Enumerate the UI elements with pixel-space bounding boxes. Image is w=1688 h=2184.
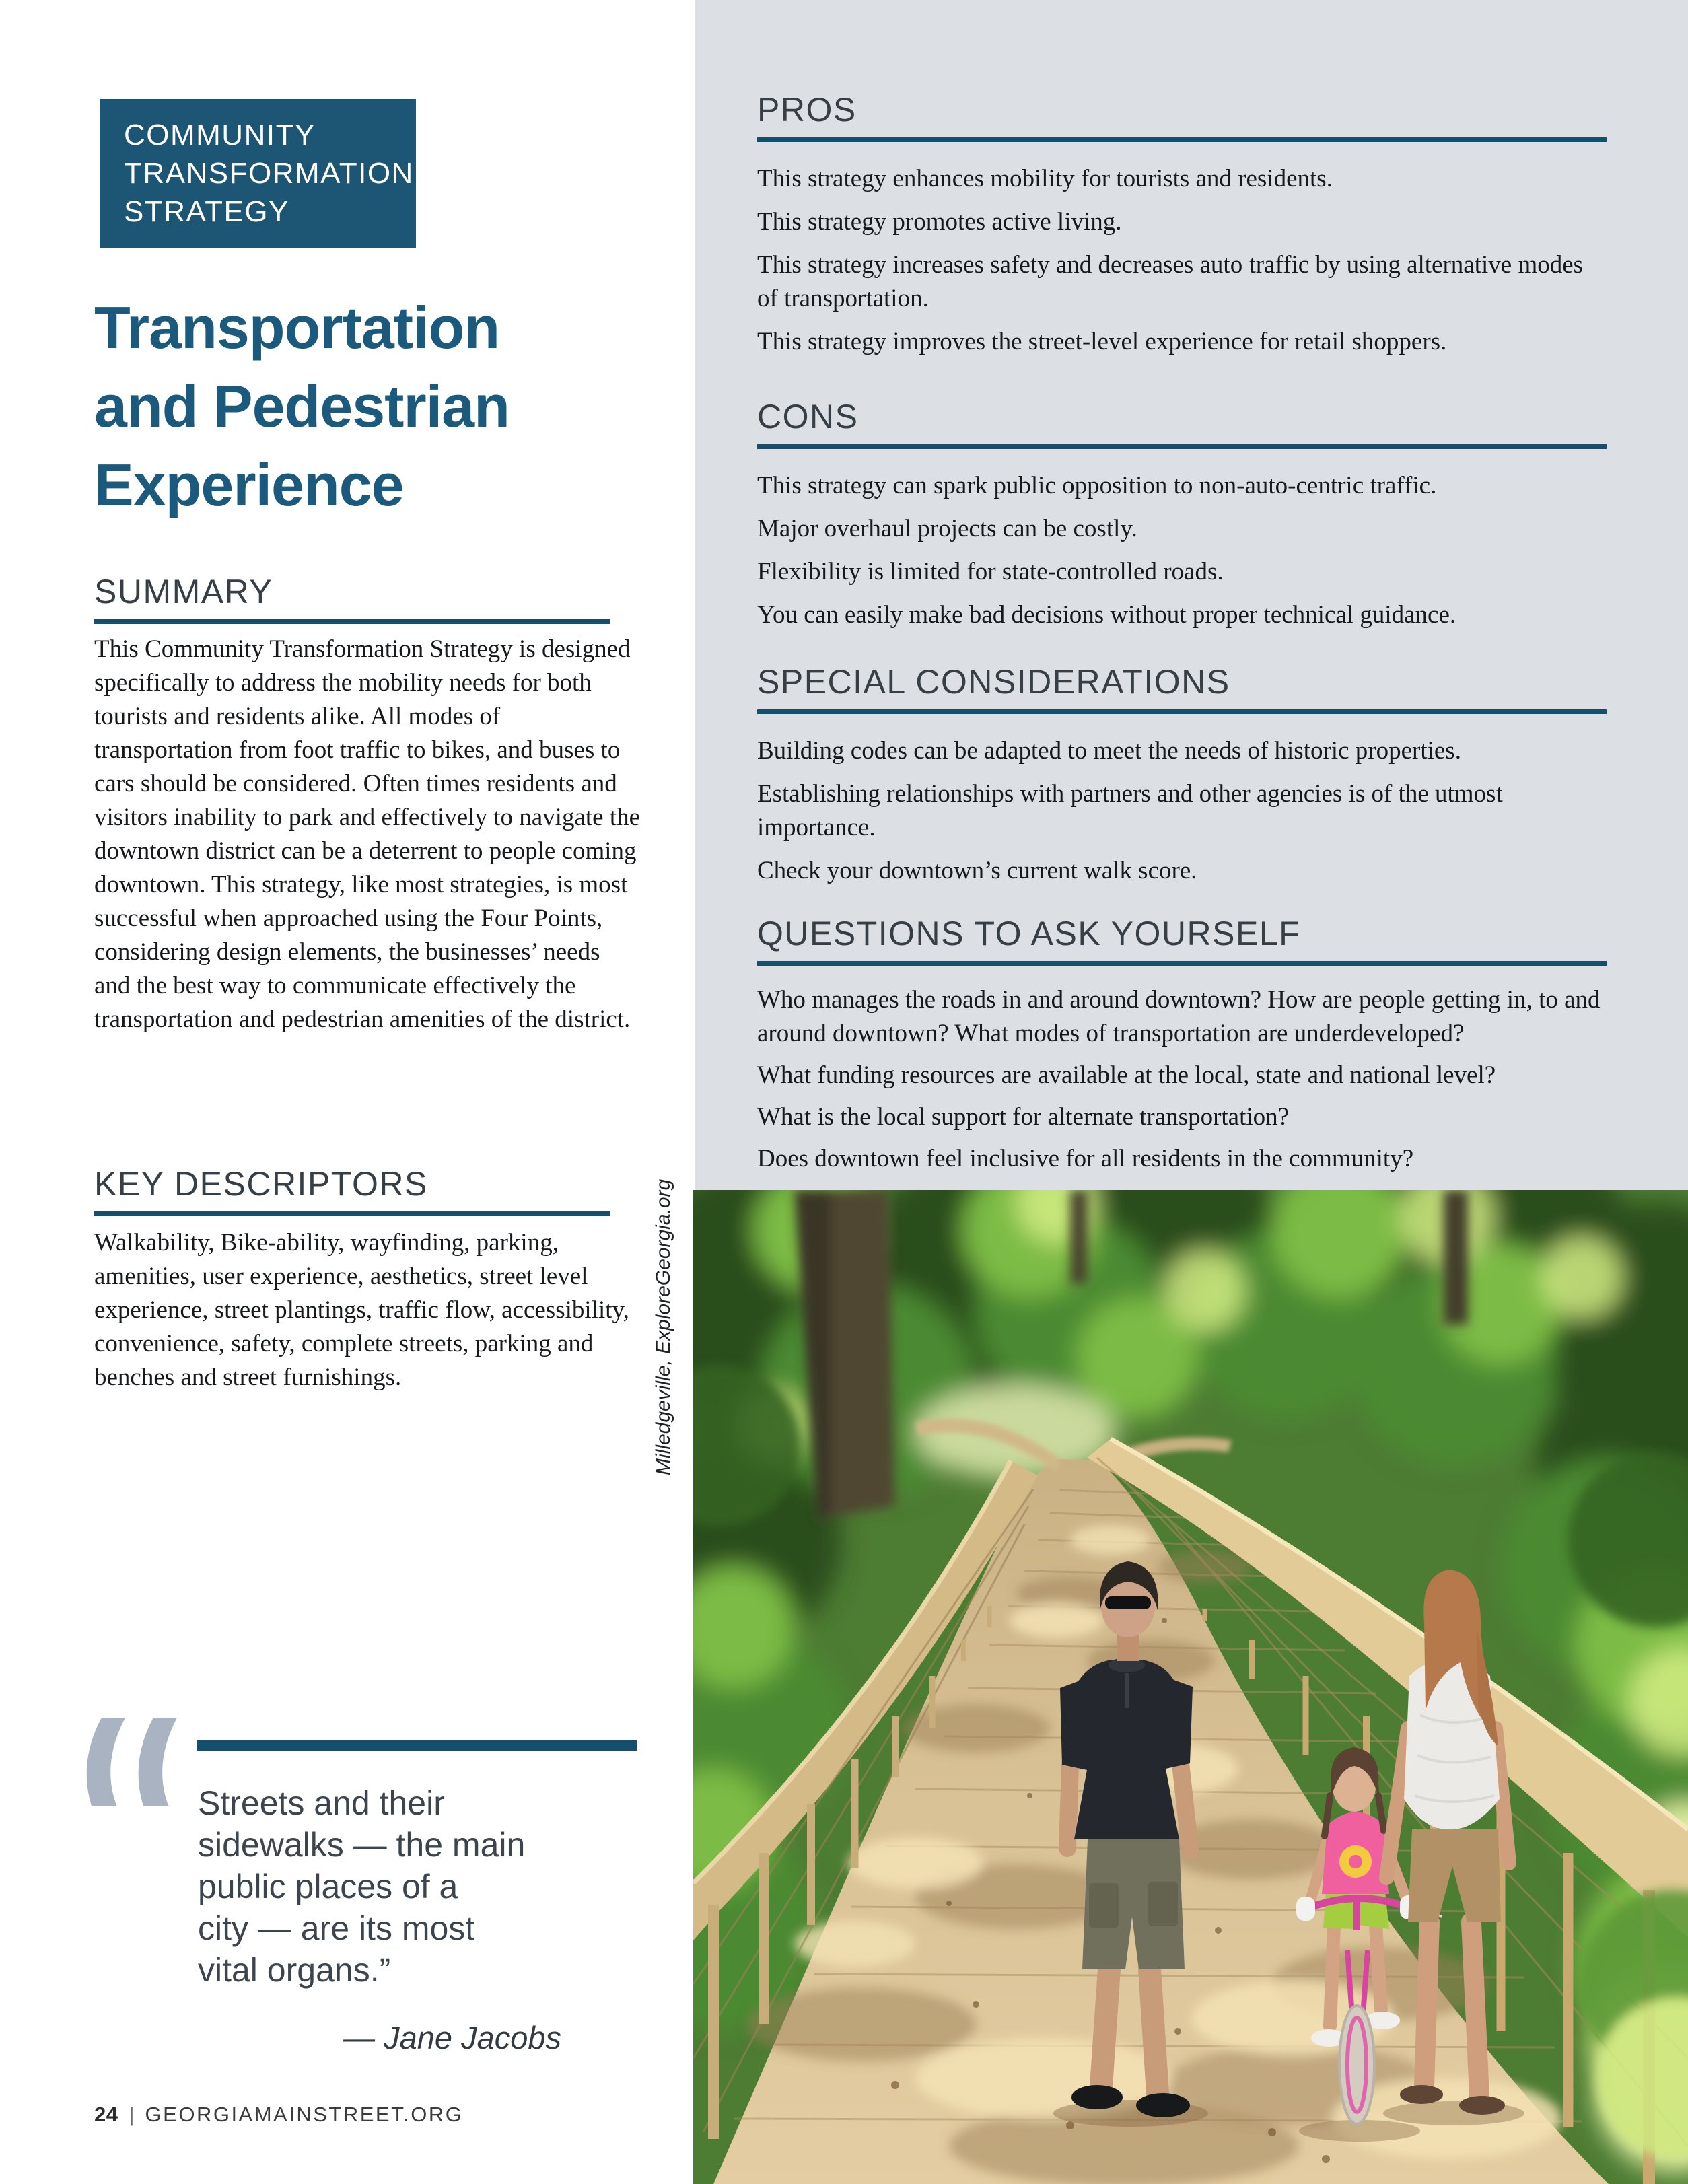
page-title [94,288,673,524]
questions-item: Does downtown feel inclusive for all residents in the community? [757,1145,1414,1172]
cons-section [757,398,1607,641]
quote-icon [85,1718,192,1806]
page-title-line: Transportation [94,294,500,361]
quote-line: Streets and their [198,1784,445,1822]
cons-item: This strategy can spark public opposition to non-auto-centric traffic. [757,472,1437,499]
special-considerations-item: Building codes can be adapted to meet the needs of historic properties. [757,737,1461,765]
pros-items [757,162,1607,359]
page-title-line: Experience [94,452,404,518]
summary-rule [94,619,610,624]
special-considerations-item: Establishing relationships with partners and other agencies is of the utmost importance. [757,780,1503,841]
pros-item: This strategy promotes active living. [757,208,1122,236]
key-descriptors-heading: KEY DESCRIPTORS [94,1165,428,1203]
questions-item: What funding resources are available at the local, state and national level? [757,1061,1496,1089]
quote-line: city — are its most [198,1909,475,1947]
special-considerations-heading: SPECIAL CONSIDERATIONS [757,663,1230,701]
special-considerations-rule [757,709,1607,714]
questions-items [757,983,1607,1176]
summary-heading: SUMMARY [94,573,273,610]
pros-section [757,92,1607,368]
tag-box-line: TRANSFORMATION [124,157,414,190]
cons-heading: CONS [757,398,859,435]
boardwalk-photo [693,1190,1688,2184]
questions-item: What is the local support for alternate transportation? [757,1103,1290,1131]
cons-item: You can easily make bad decisions without proper technical guidance. [757,601,1456,629]
page-footer [94,2103,463,2127]
questions-rule [757,961,1607,966]
page-title-line: and Pedestrian [94,373,509,439]
summary-body: This Community Transformation Strategy is designed specifically to address the mobility needs for both tourists and residents alike. All modes of transportation from foot traffic to bikes, and buses to cars should be considered. Often times residents and visitors inability to park and effectively to navigate the downtown district can be a deterrent to people coming downtown. This strategy, like most strategies, is most successful when approached using the Four Points, considering design elements, the businesses’ needs and the best way to communicate effectively the transportation and pedestrian amenities of the district. [94,635,641,1033]
tag-box-line: COMMUNITY [124,118,316,151]
pros-item: This strategy improves the street-level experience for retail shoppers. [757,328,1447,355]
pros-item: This strategy enhances mobility for tourists and residents. [757,165,1333,192]
special-considerations-item: Check your downtown’s current walk score. [757,857,1197,884]
cons-item: Flexibility is limited for state-controlled roads. [757,558,1224,586]
tag-box-line: STRATEGY [124,195,289,228]
key-descriptors-rule [94,1211,610,1216]
photo-caption: Milledgeville, ExploreGeorgia.org [652,1178,674,1475]
questions-item: Who manages the roads in and around downtown? How are people getting in, to and around downtown? What modes of transportation are underdeveloped? [757,986,1601,1047]
quote-line: public places of a [198,1868,458,1905]
quote-line: sidewalks — the main [198,1826,526,1864]
special-considerations-items [757,734,1607,888]
key-descriptors-section-header [94,1166,610,1216]
footer-separator: | [129,2103,135,2126]
cons-item: Major overhaul projects can be costly. [757,515,1137,542]
special-considerations-section [757,664,1607,897]
quote-accent-bar [197,1740,637,1751]
quote-line: vital organs.” [198,1951,391,1989]
pros-item: This strategy increases safety and decreases auto traffic by using alternative modes of transportation. [757,251,1584,312]
questions-section [757,915,1607,1176]
cons-rule [757,444,1607,449]
cons-items [757,469,1607,632]
quote-text [198,1782,588,1991]
pros-rule [757,137,1607,142]
pros-heading: PROS [757,91,857,129]
footer-site-url: GEORGIAMAINSTREET.ORG [145,2103,464,2126]
page-number: 24 [94,2103,118,2126]
tag-box [100,99,416,248]
quote-attribution: — Jane Jacobs [343,2020,561,2055]
key-descriptors-body: Walkability, Bike-ability, wayfinding, parking, amenities, user experience, aesthetics, street level experience, street plantings, traffic flow, accessibility, convenience, safety, complete streets, parking and benches and street furnishings. [94,1229,629,1391]
summary-section-header [94,573,610,624]
questions-heading: QUESTIONS TO ASK YOURSELF [757,915,1301,952]
